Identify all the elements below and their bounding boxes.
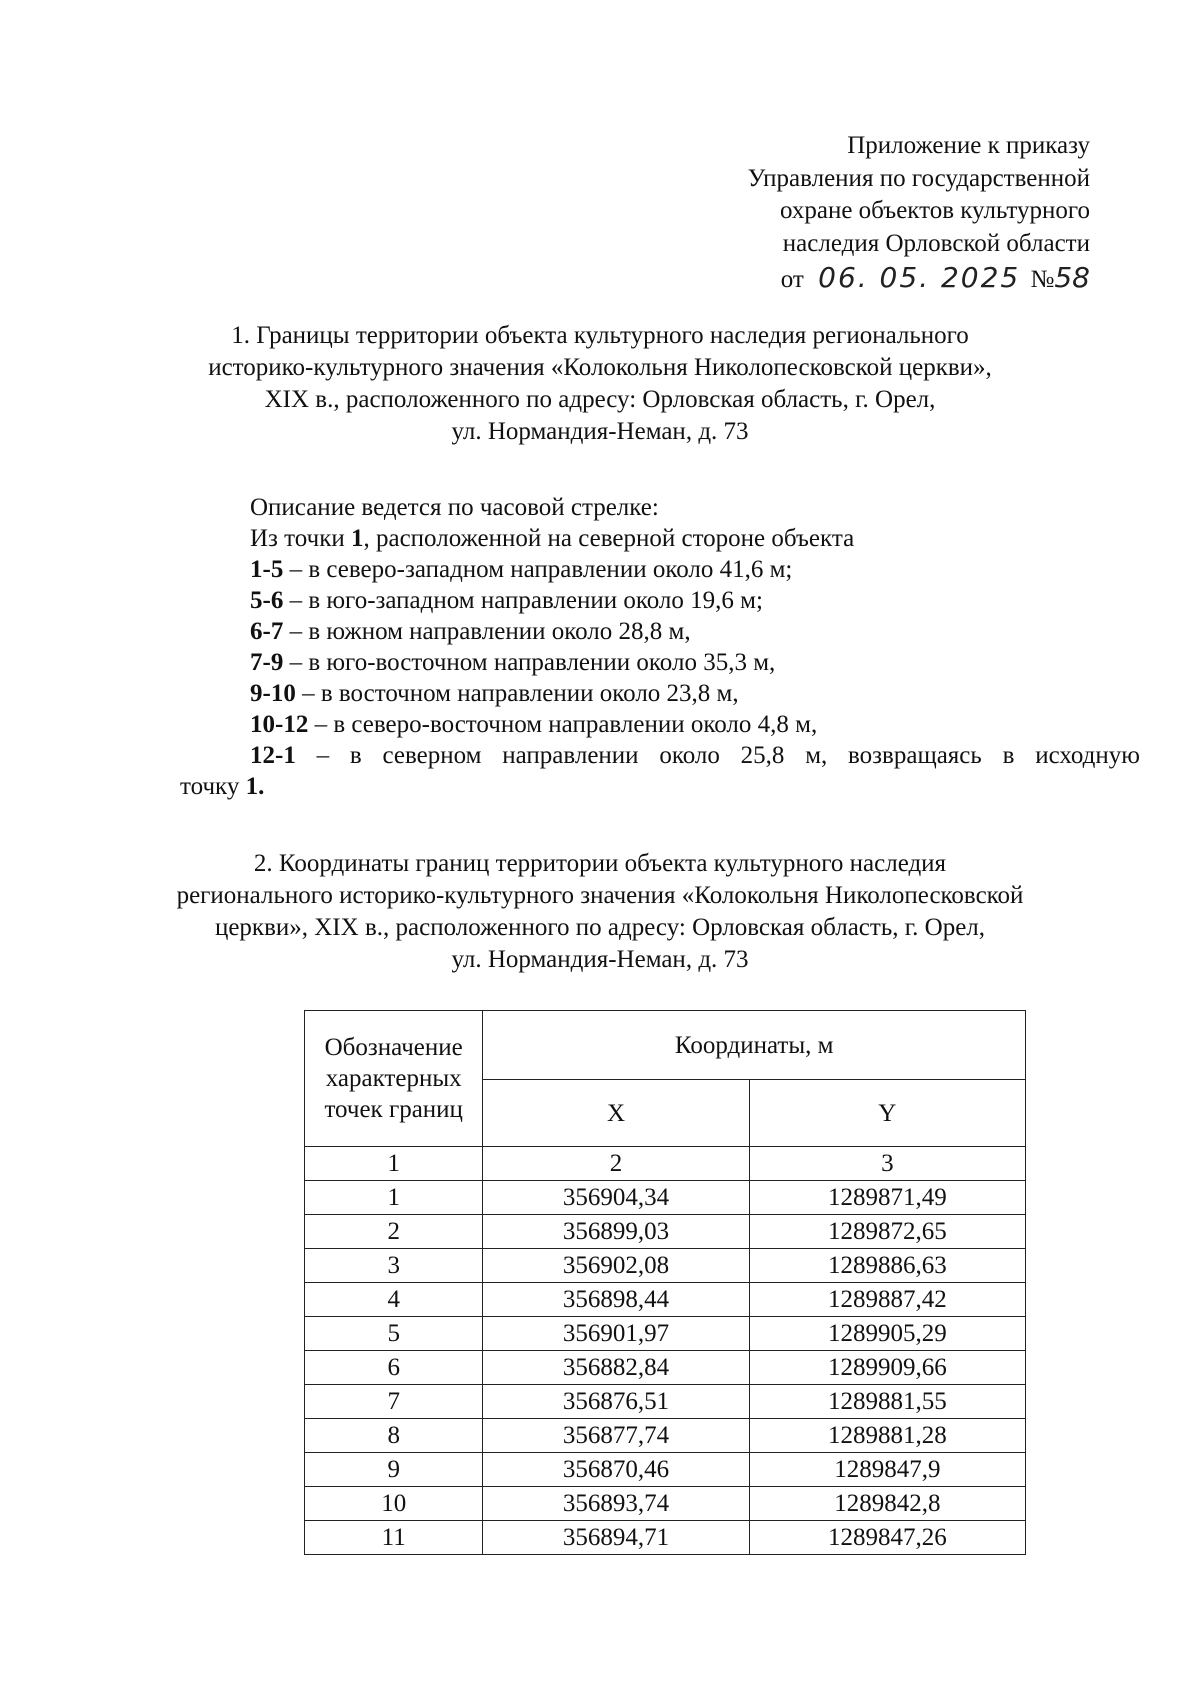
table-row — [305, 1249, 1026, 1283]
section-1-line-3: XIX в., расположенного по адресу: Орловская область, г. Орел, — [264, 386, 936, 413]
segment-label: 5-6 — [250, 587, 284, 614]
cell-y: 1289847,9 — [749, 1453, 1025, 1487]
segment-label: 1-5 — [250, 556, 284, 583]
header-line-2: Управления по государственной — [747, 164, 1090, 192]
header-line-1: Приложение к приказу — [847, 132, 1090, 159]
segment-line — [180, 647, 1140, 678]
last-word: в — [1002, 742, 1015, 769]
date-prefix: от — [780, 266, 804, 293]
cell-point: 7 — [305, 1385, 483, 1419]
table-row — [305, 1521, 1026, 1555]
header-y: Y — [749, 1080, 1025, 1147]
last-tail-text: точку — [180, 773, 246, 800]
segment-last-label: 12-1 — [250, 742, 296, 769]
segment-line — [180, 554, 1140, 585]
description-intro: Описание ведется по часовой стрелке: — [250, 494, 659, 521]
section-2-line-2: регионального историко-культурного значения «Колокольня Николопесковской — [176, 882, 1024, 909]
last-tail-point: 1. — [245, 773, 265, 800]
cell-point: 1 — [305, 1181, 483, 1215]
last-word: в — [349, 742, 362, 769]
handwritten-date: 06. 05. 2025 — [818, 261, 1021, 294]
table-row — [305, 1419, 1026, 1453]
start-text-post: , расположенной на северной стороне объекта — [363, 525, 855, 552]
order-date-line — [530, 262, 1090, 297]
cell-x: 356894,71 — [483, 1521, 749, 1555]
segment-last-tail — [180, 771, 1140, 802]
section-2-line-3: церкви», XIX в., расположенного по адресу: Орловская область, г. Орел, — [214, 914, 986, 941]
table-row — [305, 1487, 1026, 1521]
section-1-line-2: историко-культурного значения «Колокольня Николопесковской церкви», — [208, 354, 992, 381]
cell-point: 9 — [305, 1453, 483, 1487]
segment-line — [180, 678, 1140, 709]
description-start — [180, 523, 1140, 554]
cell-point: 5 — [305, 1317, 483, 1351]
table-row — [305, 1317, 1026, 1351]
column-number: 1 — [305, 1147, 483, 1181]
handwritten-number: 58 — [1054, 261, 1090, 294]
cell-point: 6 — [305, 1351, 483, 1385]
last-word: около — [659, 742, 720, 769]
cell-x: 356902,08 — [483, 1249, 749, 1283]
section-1-line-4: ул. Нормандия-Неман, д. 73 — [451, 418, 749, 445]
segment-text: – в юго-западном направлении около 19,6 м; — [283, 587, 763, 614]
boundary-description — [180, 492, 1140, 802]
segment-text: – в северо-восточном направлении около 4,8 м, — [308, 711, 818, 738]
column-number: 3 — [749, 1147, 1025, 1181]
cell-x: 356870,46 — [483, 1453, 749, 1487]
segment-label: 7-9 — [250, 649, 284, 676]
last-word: возвращаясь — [848, 742, 982, 769]
cell-x: 356893,74 — [483, 1487, 749, 1521]
cell-x: 356898,44 — [483, 1283, 749, 1317]
cell-point: 8 — [305, 1419, 483, 1453]
cell-point: 11 — [305, 1521, 483, 1555]
segment-text: – в северо-западном направлении около 41,6 м; — [283, 556, 793, 583]
table-row — [305, 1215, 1026, 1249]
cell-point: 4 — [305, 1283, 483, 1317]
number-sign: № — [1030, 266, 1055, 293]
cell-point: 2 — [305, 1215, 483, 1249]
table-header-row — [305, 1011, 1026, 1080]
cell-y: 1289905,29 — [749, 1317, 1025, 1351]
table-row — [305, 1283, 1026, 1317]
header-coordinates: Координаты, м — [483, 1011, 1026, 1080]
cell-x: 356899,03 — [483, 1215, 749, 1249]
last-word: исходную — [1035, 742, 1140, 769]
cell-point: 10 — [305, 1487, 483, 1521]
segment-label: 6-7 — [250, 618, 284, 645]
segment-list — [180, 554, 1140, 740]
cell-y: 1289881,28 — [749, 1419, 1025, 1453]
cell-x: 356877,74 — [483, 1419, 749, 1453]
segment-text: – в восточном направлении около 23,8 м, — [295, 680, 739, 707]
cell-x: 356876,51 — [483, 1385, 749, 1419]
segment-text: – в юго-восточном направлении около 35,3 м, — [283, 649, 776, 676]
table-row — [305, 1351, 1026, 1385]
coordinates-table — [304, 1010, 1026, 1555]
header-x: X — [483, 1080, 749, 1147]
cell-y: 1289842,8 — [749, 1487, 1025, 1521]
cell-y: 1289872,65 — [749, 1215, 1025, 1249]
cell-y: 1289847,26 — [749, 1521, 1025, 1555]
segment-line — [180, 585, 1140, 616]
segment-label: 10-12 — [250, 711, 309, 738]
section-1-title — [150, 320, 1050, 448]
last-word: м, — [805, 742, 828, 769]
table-row — [305, 1385, 1026, 1419]
last-word: направлении — [502, 742, 639, 769]
last-word: северном — [382, 742, 482, 769]
header-line-3: охране объектов культурного — [779, 197, 1090, 224]
segment-line — [180, 616, 1140, 647]
column-number-row — [305, 1147, 1026, 1181]
section-2-line-4: ул. Нормандия-Неман, д. 73 — [451, 946, 749, 973]
segment-line — [180, 709, 1140, 740]
section-2-line-1: 2. Координаты границ территории объекта культурного наследия — [253, 850, 947, 877]
segment-label: 9-10 — [250, 680, 296, 707]
segment-last-line — [180, 740, 1140, 771]
appendix-header — [530, 130, 1090, 297]
start-point: 1 — [350, 525, 364, 552]
header-point-designation: Обозначение характерных точек границ — [305, 1011, 483, 1147]
cell-y: 1289887,42 — [749, 1283, 1025, 1317]
last-word: – — [316, 742, 330, 769]
section-2-title — [150, 848, 1050, 976]
header-line-4: наследия Орловской области — [782, 229, 1090, 257]
table-row — [305, 1453, 1026, 1487]
section-1-line-1: 1. Границы территории объекта культурного наследия регионального — [231, 322, 969, 349]
cell-point: 3 — [305, 1249, 483, 1283]
cell-y: 1289871,49 — [749, 1181, 1025, 1215]
cell-x: 356901,97 — [483, 1317, 749, 1351]
start-text-pre: Из точки — [250, 525, 351, 552]
cell-x: 356882,84 — [483, 1351, 749, 1385]
cell-y: 1289909,66 — [749, 1351, 1025, 1385]
column-number: 2 — [483, 1147, 749, 1181]
table-row — [305, 1181, 1026, 1215]
cell-x: 356904,34 — [483, 1181, 749, 1215]
last-word: 25,8 — [740, 742, 785, 769]
cell-y: 1289886,63 — [749, 1249, 1025, 1283]
segment-text: – в южном направлении около 28,8 м, — [283, 618, 691, 645]
cell-y: 1289881,55 — [749, 1385, 1025, 1419]
